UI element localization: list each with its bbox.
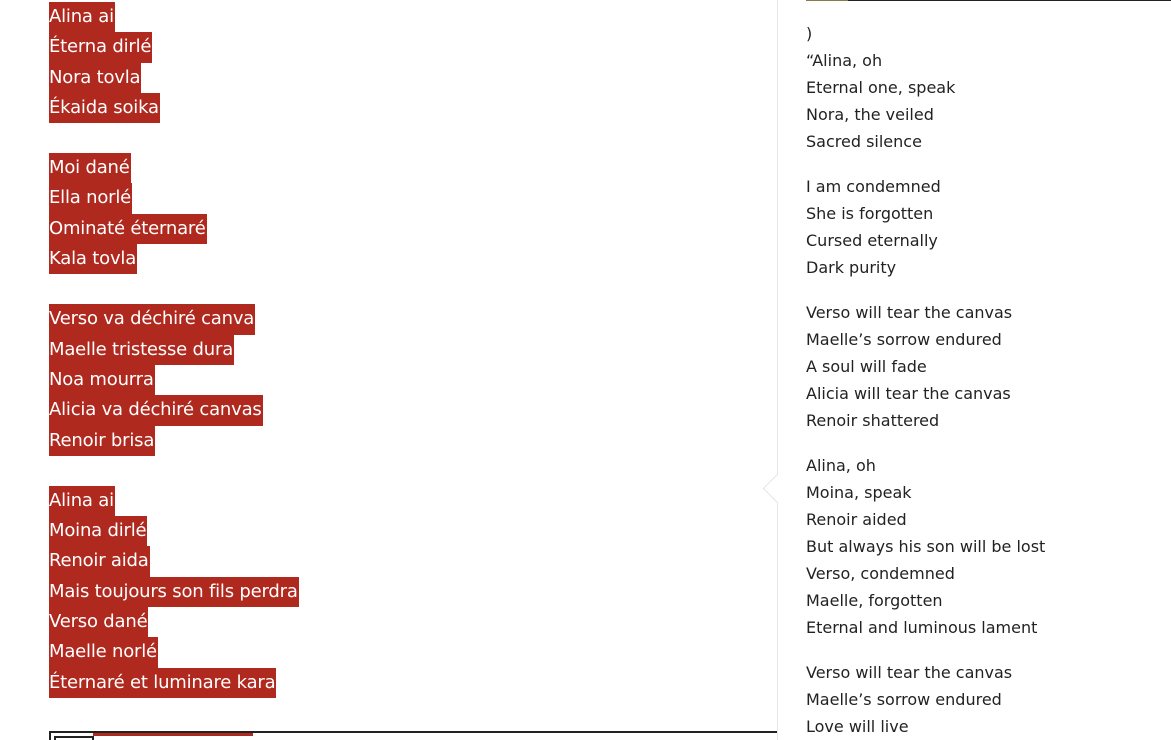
lyric-line[interactable] xyxy=(49,365,749,395)
translation-line: “Alina, oh xyxy=(806,51,883,70)
lyrics-stanza xyxy=(49,486,749,698)
highlight-strip xyxy=(93,733,253,736)
lyric-text[interactable]: Moina dirlé xyxy=(49,516,147,546)
translation-line: Verso will tear the canvas xyxy=(806,303,1013,322)
lyric-text[interactable]: Renoir brisa xyxy=(49,426,155,456)
translation-line: ) xyxy=(806,24,813,43)
translation-line: She is forgotten xyxy=(806,204,934,223)
translation-stanza xyxy=(806,299,1166,434)
lyric-text[interactable]: Ominaté éternaré xyxy=(49,214,207,244)
lyric-text[interactable]: Moi dané xyxy=(49,153,131,183)
lyric-line[interactable] xyxy=(49,426,749,456)
translation-stanza xyxy=(806,452,1166,641)
translation-stanza xyxy=(806,20,1166,155)
lyric-text[interactable]: Éternaré et luminare kara xyxy=(49,668,276,698)
translation-stanza xyxy=(806,659,1166,740)
lyric-line[interactable] xyxy=(49,486,749,516)
lyric-line[interactable] xyxy=(49,304,749,334)
lyric-text[interactable]: Alicia va déchiré canvas xyxy=(49,395,263,425)
translation-line: I am condemned xyxy=(806,177,941,196)
translation-line: Sacred silence xyxy=(806,132,922,151)
lyrics-body xyxy=(49,2,749,728)
lyric-line[interactable] xyxy=(49,546,749,576)
lyric-line[interactable] xyxy=(49,93,749,123)
translation-line: Maelle’s sorrow endured xyxy=(806,330,1002,349)
panel-rule-accent xyxy=(806,0,848,1)
lyric-text[interactable]: Renoir aida xyxy=(49,546,150,576)
lyric-line[interactable] xyxy=(49,183,749,213)
lyric-line[interactable] xyxy=(49,32,749,62)
panel-top-rule xyxy=(806,0,1171,1)
lyric-text[interactable]: Maelle norlé xyxy=(49,637,158,667)
translation-line: Eternal and luminous lament xyxy=(806,618,1038,637)
embed-thumbnail[interactable] xyxy=(54,736,94,740)
translation-line: Alina, oh xyxy=(806,456,876,475)
lyric-line[interactable] xyxy=(49,607,749,637)
lyric-text[interactable]: Ékaida soika xyxy=(49,93,160,123)
translation-line: Renoir aided xyxy=(806,510,907,529)
lyric-line[interactable] xyxy=(49,577,749,607)
translation-line: Eternal one, speak xyxy=(806,78,956,97)
lyric-text[interactable]: Verso va déchiré canva xyxy=(49,304,255,334)
translation-line: Dark purity xyxy=(806,258,897,277)
lyric-text[interactable]: Alina ai xyxy=(49,486,115,516)
translation-line: Renoir shattered xyxy=(806,411,940,430)
lyric-text[interactable]: Mais toujours son fils perdra xyxy=(49,577,299,607)
translation-line: Maelle’s sorrow endured xyxy=(806,690,1002,709)
translation-line: But always his son will be lost xyxy=(806,537,1046,556)
translation-line: Maelle, forgotten xyxy=(806,591,943,610)
lyric-text[interactable]: Alina ai xyxy=(49,2,115,32)
translation-stanza xyxy=(806,173,1166,281)
translation-line: A soul will fade xyxy=(806,357,927,376)
lyric-line[interactable] xyxy=(49,2,749,32)
annotation-translation xyxy=(806,20,1166,740)
lyric-line[interactable] xyxy=(49,153,749,183)
lyric-text[interactable]: Verso dané xyxy=(49,607,148,637)
annotation-pointer xyxy=(763,474,793,504)
lyric-text[interactable]: Kala tovla xyxy=(49,244,137,274)
lyric-line[interactable] xyxy=(49,395,749,425)
lyric-text[interactable]: Éterna dirlé xyxy=(49,32,152,62)
translation-line: Verso will tear the canvas xyxy=(806,663,1013,682)
lyric-line[interactable] xyxy=(49,244,749,274)
translation-line: Nora, the veiled xyxy=(806,105,934,124)
lyric-line[interactable] xyxy=(49,63,749,93)
lyric-text[interactable]: Maelle tristesse dura xyxy=(49,335,234,365)
lyrics-stanza xyxy=(49,2,749,123)
translation-line: Love will live xyxy=(806,717,909,736)
annotation-panel xyxy=(777,0,1171,740)
lyric-line[interactable] xyxy=(49,335,749,365)
lyrics-stanza xyxy=(49,304,749,455)
lyric-line[interactable] xyxy=(49,516,749,546)
lyric-line[interactable] xyxy=(49,637,749,667)
lyric-text[interactable]: Nora tovla xyxy=(49,63,141,93)
translation-line: Alicia will tear the canvas xyxy=(806,384,1011,403)
translation-line: Verso, condemned xyxy=(806,564,955,583)
translation-line: Moina, speak xyxy=(806,483,912,502)
lyric-line[interactable] xyxy=(49,668,749,698)
lyrics-stanza xyxy=(49,153,749,274)
lyric-text[interactable]: Noa mourra xyxy=(49,365,155,395)
translation-line: Cursed eternally xyxy=(806,231,938,250)
lyric-text[interactable]: Ella norlé xyxy=(49,183,132,213)
lyric-line[interactable] xyxy=(49,214,749,244)
